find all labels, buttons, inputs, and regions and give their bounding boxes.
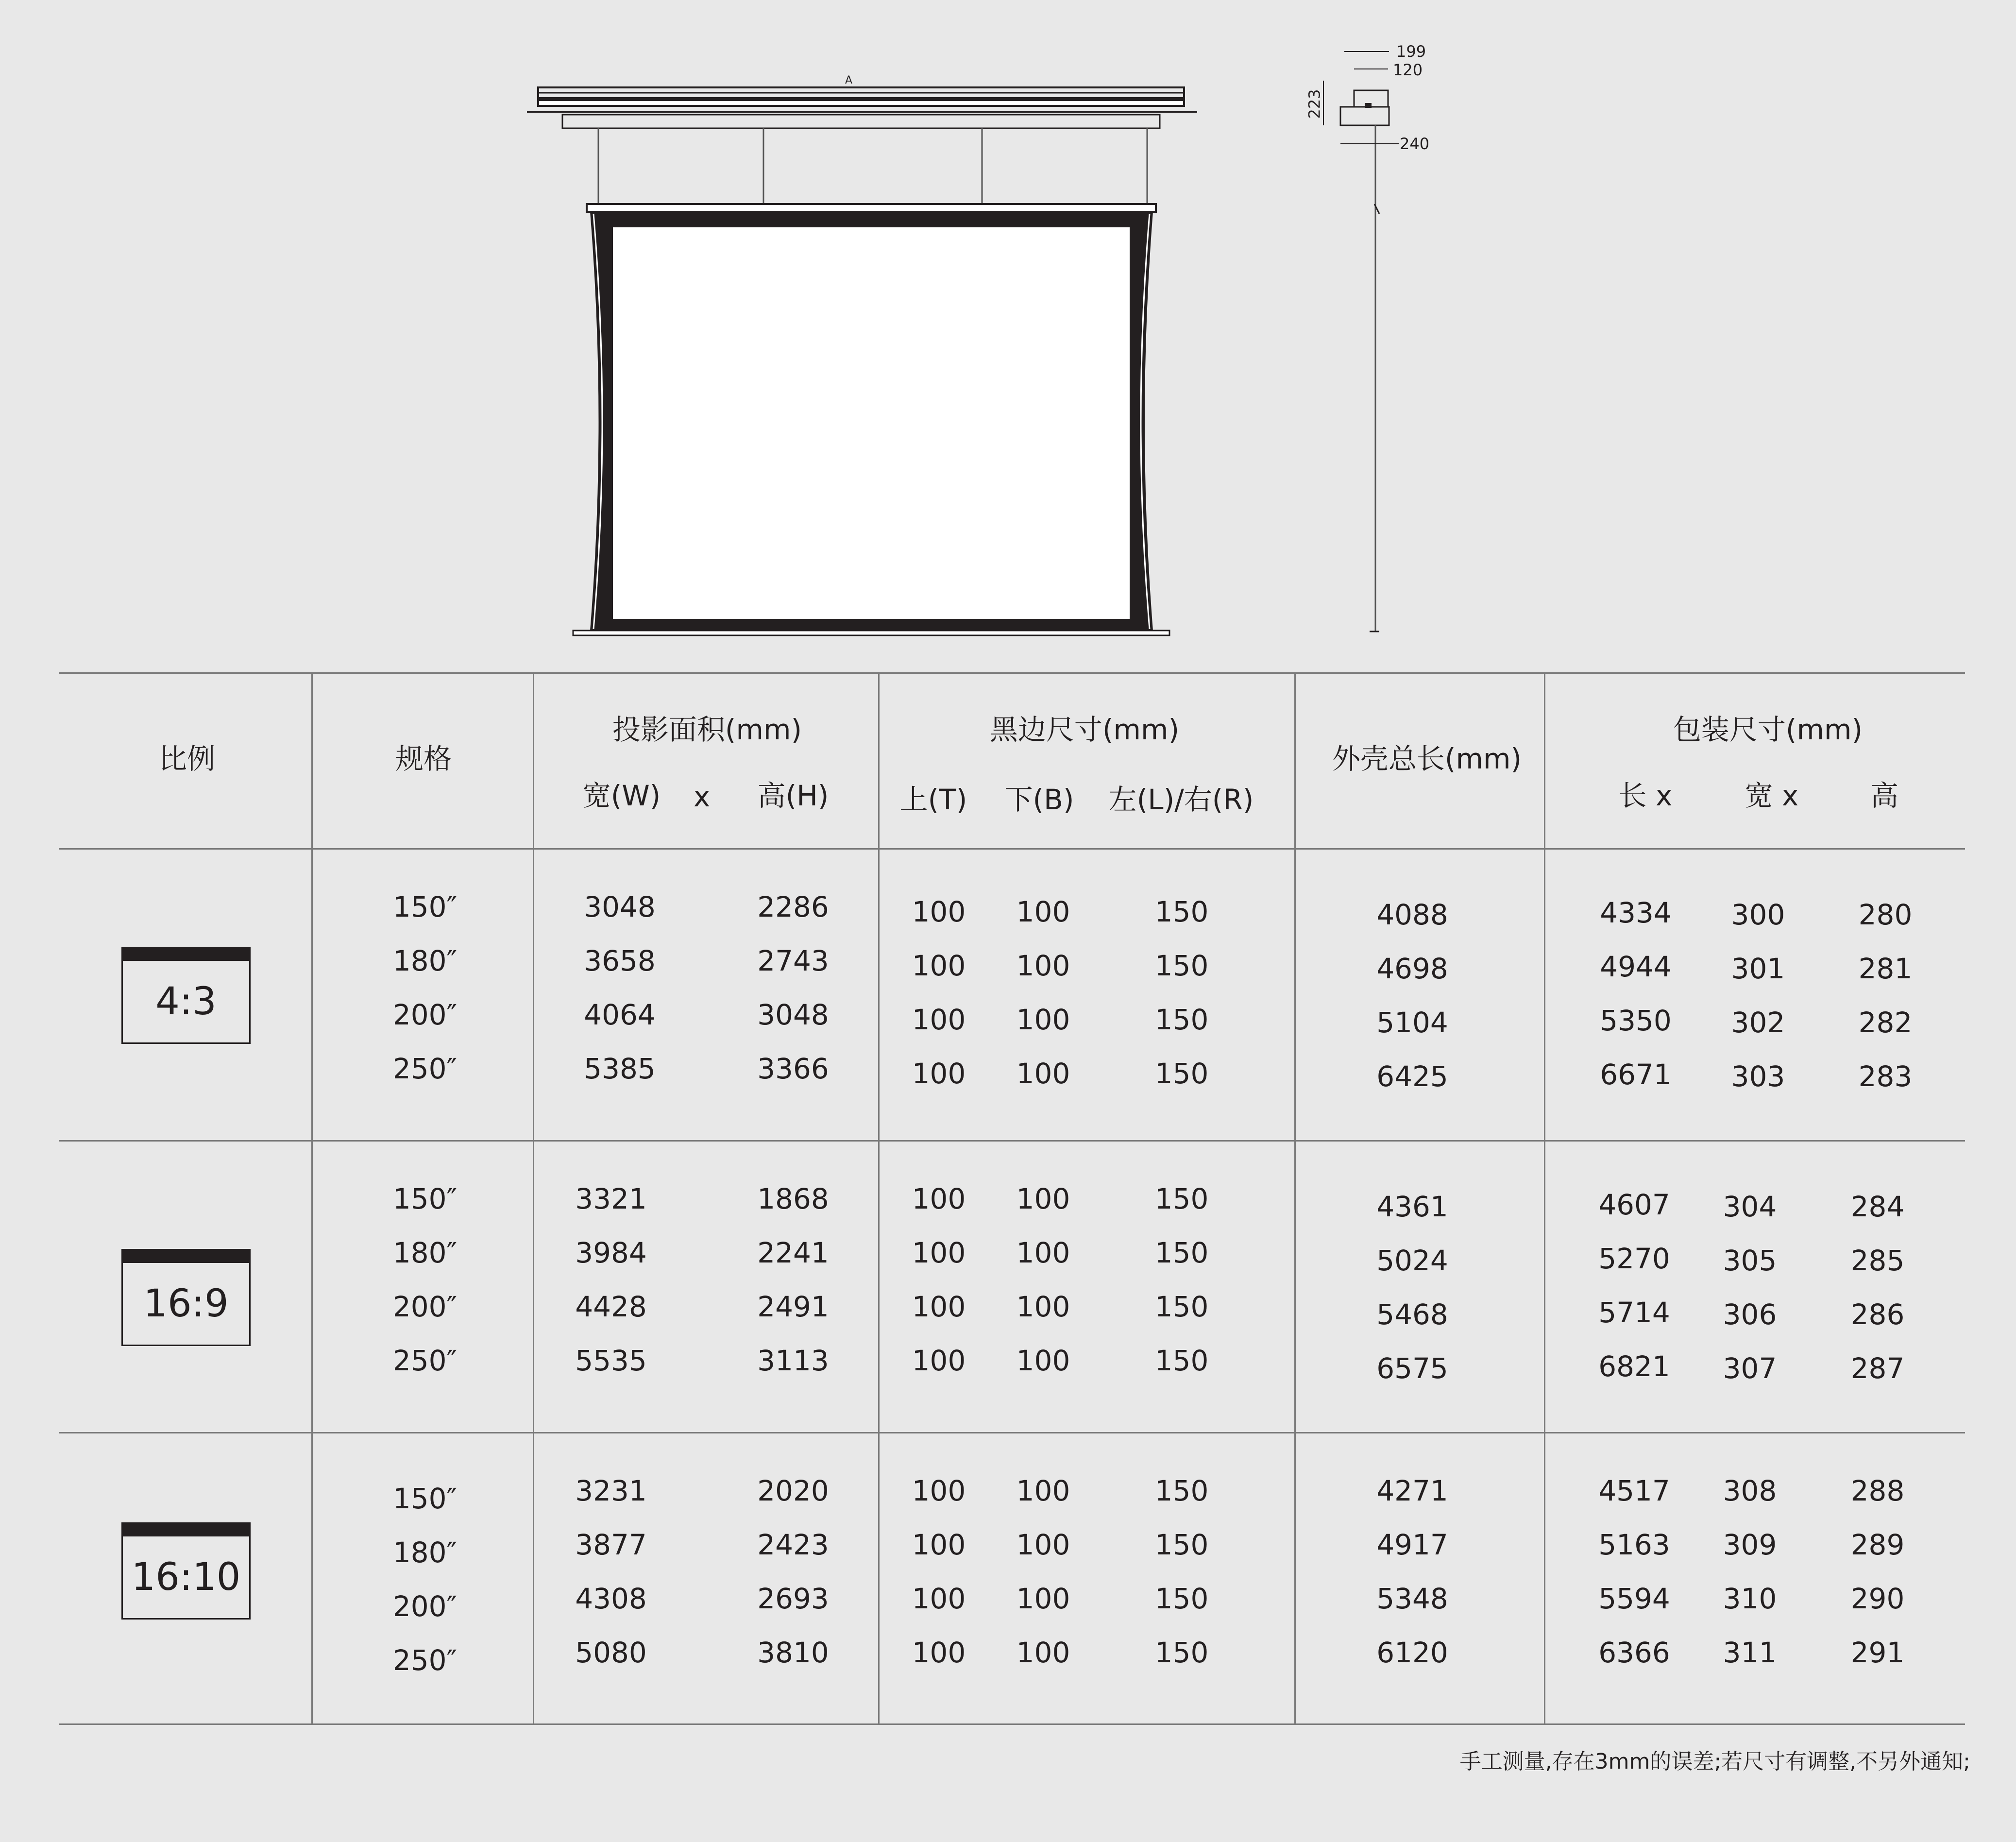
spec-cell: 200″ — [392, 1590, 457, 1623]
border-bottom-cell: 100 — [1016, 1582, 1070, 1615]
spec-cell: 200″ — [392, 998, 457, 1031]
shell-length-cell: 5348 — [1376, 1582, 1448, 1615]
spec-cell: 250″ — [392, 1344, 457, 1377]
border-bottom-cell: 100 — [1016, 1182, 1070, 1215]
border-top-cell: 100 — [912, 1528, 966, 1561]
header-bottom-rule — [59, 848, 1965, 850]
pkg-width-cell: 304 — [1723, 1190, 1777, 1223]
border-lr-cell: 150 — [1154, 1236, 1209, 1269]
pkg-length-cell: 5163 — [1598, 1528, 1670, 1561]
dim-223-label: 223 — [1305, 89, 1324, 119]
border-lr-cell: 150 — [1154, 1528, 1209, 1561]
proj-height-cell: 2693 — [757, 1582, 829, 1615]
spec-cell: 250″ — [392, 1644, 457, 1677]
ratio-label: 4:3 — [155, 980, 217, 1023]
proj-width-cell: 3877 — [575, 1528, 647, 1561]
pkg-length-cell: 6671 — [1600, 1058, 1672, 1091]
spec-cell: 180″ — [392, 1236, 457, 1269]
pkg-length-cell: 5350 — [1600, 1004, 1672, 1037]
border-lr-cell: 150 — [1154, 895, 1209, 928]
border-lr-cell: 150 — [1154, 1636, 1209, 1669]
border-bottom-cell: 100 — [1016, 1474, 1070, 1507]
header-projection: 投影面积(mm) — [612, 713, 802, 746]
proj-width-cell: 3984 — [575, 1236, 647, 1269]
header-pkg-width: 宽 x — [1745, 779, 1799, 812]
pkg-height-cell: 283 — [1858, 1060, 1913, 1093]
spec-cell: 200″ — [392, 1290, 457, 1323]
ratio-label: 16:10 — [131, 1555, 241, 1599]
proj-width-cell: 4428 — [575, 1290, 647, 1323]
pkg-length-cell: 5594 — [1598, 1582, 1670, 1615]
proj-width-cell: 4308 — [575, 1582, 647, 1615]
pkg-height-cell: 290 — [1850, 1582, 1905, 1615]
proj-height-cell: 2743 — [757, 944, 829, 977]
proj-width-cell: 5080 — [575, 1636, 647, 1669]
pkg-height-cell: 289 — [1850, 1528, 1905, 1561]
proj-width-cell: 3321 — [575, 1182, 647, 1215]
border-lr-cell: 150 — [1154, 1182, 1209, 1215]
border-bottom-cell: 100 — [1016, 1344, 1070, 1377]
proj-height-cell: 3113 — [757, 1344, 829, 1377]
shell-length-cell: 5024 — [1376, 1244, 1448, 1277]
col-divider — [1294, 672, 1296, 1724]
pkg-height-cell: 285 — [1850, 1244, 1905, 1277]
dim-199-label: 199 — [1396, 42, 1426, 61]
ratio-icon-16-9 — [121, 1249, 251, 1346]
ratio-icon-bar — [123, 1250, 249, 1263]
header-proj-width: 宽(W) — [582, 779, 661, 812]
col-divider — [878, 672, 880, 1724]
proj-width-cell: 3658 — [584, 944, 656, 977]
border-top-cell: 100 — [912, 1182, 966, 1215]
pkg-width-cell: 309 — [1723, 1528, 1777, 1561]
border-top-cell: 100 — [912, 895, 966, 928]
header-border-lr: 左(L)/右(R) — [1108, 783, 1254, 816]
pkg-height-cell: 291 — [1850, 1636, 1905, 1669]
footnote: 手工测量,存在3mm的误差;若尺寸有调整,不另外通知; — [1459, 1749, 1970, 1774]
shell-length-cell: 6575 — [1376, 1352, 1448, 1385]
border-top-cell: 100 — [912, 1003, 966, 1036]
pkg-length-cell: 5270 — [1598, 1242, 1670, 1275]
shell-length-cell: 4698 — [1376, 952, 1448, 985]
pkg-height-cell: 284 — [1850, 1190, 1905, 1223]
pkg-width-cell: 302 — [1731, 1006, 1785, 1039]
dim-120-label: 120 — [1393, 61, 1423, 79]
header-proj-x: x — [693, 780, 711, 813]
pkg-height-cell: 286 — [1850, 1298, 1905, 1331]
header-border-bottom: 下(B) — [1004, 783, 1074, 816]
header-border-top: 上(T) — [899, 783, 967, 816]
header-proj-height: 高(H) — [757, 779, 829, 812]
border-top-cell: 100 — [912, 1344, 966, 1377]
ratio-icon-bar — [123, 1524, 249, 1536]
border-lr-cell: 150 — [1154, 1290, 1209, 1323]
border-lr-cell: 150 — [1154, 1344, 1209, 1377]
proj-height-cell: 2423 — [757, 1528, 829, 1561]
group-divider-2 — [59, 1432, 1965, 1433]
border-top-cell: 100 — [912, 1582, 966, 1615]
pkg-length-cell: 4517 — [1598, 1474, 1670, 1507]
ratio-icon-16-10 — [121, 1522, 251, 1620]
pkg-height-cell: 287 — [1850, 1352, 1905, 1385]
proj-width-cell: 3048 — [584, 890, 656, 923]
dim-240-label: 240 — [1400, 135, 1430, 153]
shell-length-cell: 4361 — [1376, 1190, 1448, 1223]
pkg-width-cell: 307 — [1723, 1352, 1777, 1385]
border-bottom-cell: 100 — [1016, 1057, 1070, 1090]
pkg-height-cell: 282 — [1858, 1006, 1913, 1039]
border-top-cell: 100 — [912, 1474, 966, 1507]
ratio-label: 16:9 — [143, 1282, 229, 1326]
border-lr-cell: 150 — [1154, 1057, 1209, 1090]
border-top-cell: 100 — [912, 949, 966, 982]
pkg-length-cell: 4607 — [1598, 1188, 1670, 1221]
pkg-width-cell: 301 — [1731, 952, 1785, 985]
shell-length-cell: 5468 — [1376, 1298, 1448, 1331]
dim-a-label: A — [845, 74, 853, 86]
proj-height-cell: 3366 — [757, 1052, 829, 1085]
group-divider-1 — [59, 1140, 1965, 1142]
border-bottom-cell: 100 — [1016, 1290, 1070, 1323]
pkg-length-cell: 4334 — [1600, 896, 1672, 929]
border-top-cell: 100 — [912, 1636, 966, 1669]
border-top-cell: 100 — [912, 1290, 966, 1323]
pkg-length-cell: 5714 — [1598, 1296, 1670, 1329]
table-bottom-rule — [59, 1723, 1965, 1725]
border-lr-cell: 150 — [1154, 949, 1209, 982]
border-top-cell: 100 — [912, 1236, 966, 1269]
proj-width-cell: 5385 — [584, 1052, 656, 1085]
proj-width-cell: 4064 — [584, 998, 656, 1031]
shell-length-cell: 4088 — [1376, 898, 1448, 931]
pkg-width-cell: 310 — [1723, 1582, 1777, 1615]
proj-height-cell: 2491 — [757, 1290, 829, 1323]
border-bottom-cell: 100 — [1016, 1528, 1070, 1561]
proj-height-cell: 3810 — [757, 1636, 829, 1669]
pkg-width-cell: 305 — [1723, 1244, 1777, 1277]
pkg-width-cell: 300 — [1731, 898, 1785, 931]
pkg-width-cell: 308 — [1723, 1474, 1777, 1507]
header-pkg-height: 高 — [1870, 779, 1899, 812]
shell-length-cell: 5104 — [1376, 1006, 1448, 1039]
pkg-height-cell: 280 — [1858, 898, 1913, 931]
pkg-width-cell: 306 — [1723, 1298, 1777, 1331]
spec-cell: 250″ — [392, 1052, 457, 1085]
border-lr-cell: 150 — [1154, 1582, 1209, 1615]
col-divider — [1544, 672, 1545, 1724]
border-bottom-cell: 100 — [1016, 1003, 1070, 1036]
table-top-rule — [59, 672, 1965, 674]
spec-cell: 150″ — [392, 1182, 457, 1215]
shell-length-cell: 6425 — [1376, 1060, 1448, 1093]
col-divider — [533, 672, 534, 1724]
border-lr-cell: 150 — [1154, 1003, 1209, 1036]
shell-length-cell: 6120 — [1376, 1636, 1448, 1669]
border-lr-cell: 150 — [1154, 1474, 1209, 1507]
header-ratio: 比例 — [158, 742, 216, 775]
header-shell: 外壳总长(mm) — [1332, 742, 1522, 775]
proj-height-cell: 1868 — [757, 1182, 829, 1215]
pkg-height-cell: 288 — [1850, 1474, 1905, 1507]
border-bottom-cell: 100 — [1016, 1636, 1070, 1669]
pkg-length-cell: 4944 — [1600, 950, 1672, 983]
spec-cell: 180″ — [392, 1536, 457, 1569]
proj-height-cell: 2241 — [757, 1236, 829, 1269]
header-border: 黑边尺寸(mm) — [989, 713, 1180, 746]
proj-width-cell: 3231 — [575, 1474, 647, 1507]
pkg-width-cell: 311 — [1723, 1636, 1777, 1669]
border-bottom-cell: 100 — [1016, 949, 1070, 982]
shell-length-cell: 4917 — [1376, 1528, 1448, 1561]
col-divider — [311, 672, 313, 1724]
proj-height-cell: 2020 — [757, 1474, 829, 1507]
spec-cell: 150″ — [392, 890, 457, 923]
header-pkg-length: 长 x — [1618, 779, 1673, 812]
pkg-height-cell: 281 — [1858, 952, 1913, 985]
spec-cell: 150″ — [392, 1482, 457, 1515]
ratio-icon-4-3 — [121, 947, 251, 1044]
border-top-cell: 100 — [912, 1057, 966, 1090]
shell-length-cell: 4271 — [1376, 1474, 1448, 1507]
proj-width-cell: 5535 — [575, 1344, 647, 1377]
pkg-length-cell: 6366 — [1598, 1636, 1670, 1669]
spec-cell: 180″ — [392, 944, 457, 977]
pkg-length-cell: 6821 — [1598, 1350, 1670, 1383]
pkg-width-cell: 303 — [1731, 1060, 1785, 1093]
border-bottom-cell: 100 — [1016, 895, 1070, 928]
border-bottom-cell: 100 — [1016, 1236, 1070, 1269]
header-package: 包装尺寸(mm) — [1673, 713, 1863, 746]
header-spec: 规格 — [395, 742, 452, 775]
proj-height-cell: 3048 — [757, 998, 829, 1031]
ratio-icon-bar — [123, 948, 249, 961]
proj-height-cell: 2286 — [757, 890, 829, 923]
